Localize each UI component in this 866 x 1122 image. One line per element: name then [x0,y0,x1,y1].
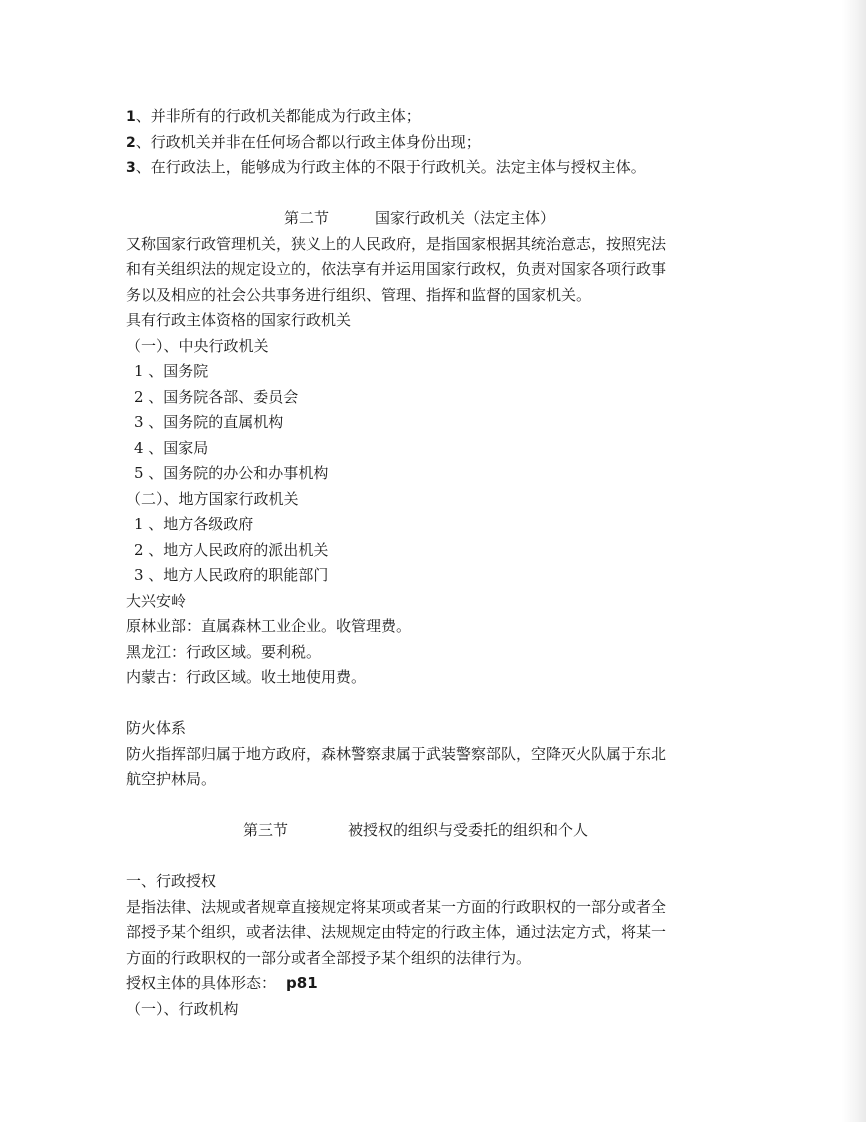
intro-point-3: 3、在行政法上，能够成为行政主体的不限于行政机关。法定主体与授权主体。 [126,158,646,176]
section3-heading [126,818,706,844]
central-heading: （一）、中央行政机关 [126,336,269,355]
section3-definition-line-3: 方面的行政职权的一部分或者全部授予某个组织的法律行为。 [126,948,532,967]
fire-line-1: 防火指挥部归属于地方政府，森林警察隶属于武装警察部队，空降灭火队属于东北 [126,744,667,763]
section2-title: 国家行政机关（法定主体） [375,209,556,227]
intro-point-2: 2、行政机关并非在任何场合都以行政主体身份出现； [126,132,481,151]
section3-definition-line-2: 部授予某个组织，或者法律、法规规定由特定的行政主体，通过法定方式，将某一 [126,923,667,941]
forms-label: 授权主体的具体形态： [126,974,277,992]
local-item-2: 2 、地方人民政府的派出机关 [134,540,329,559]
local-item-1: 1 、地方各级政府 [134,515,254,533]
example-title: 大兴安岭 [126,591,187,610]
section2-definition-line-3: 务以及相应的社会公共事务进行组织、管理、指挥和监督的国家机关。 [126,285,592,304]
section3-label: 第三节 [243,821,289,839]
fire-title: 防火体系 [126,719,187,737]
page-edge-shadow [842,0,866,1122]
section2-label: 第二节 [284,209,330,227]
section3-definition-line-1: 是指法律、法规或者规章直接规定将某项或者某一方面的行政职权的一部分或者全 [126,897,667,916]
central-item-2: 2 、国务院各部、委员会 [134,387,299,406]
forms-line [126,971,706,997]
forms-page-ref: p81 [286,974,318,992]
intro-point-1: 1、并非所有的行政机关都能成为行政主体； [126,107,421,125]
example-line-3: 内蒙古：行政区域。收土地使用费。 [126,668,367,686]
central-item-1: 1 、国务院 [134,362,209,380]
central-item-5: 5 、国务院的办公和办事机构 [134,464,329,482]
central-item-4: 4 、国家局 [134,438,209,457]
local-heading: （二）、地方国家行政机关 [126,489,299,508]
section2-heading [126,206,706,232]
document-page [126,104,706,1022]
central-item-3: 3 、国务院的直属机构 [134,413,284,431]
section3-title: 被授权的组织与受委托的组织和个人 [348,821,589,839]
first-form: （一）、行政机构 [126,999,239,1018]
fire-line-2: 航空护林局。 [126,770,217,788]
section3-sub-heading: 一、行政授权 [126,872,217,890]
example-line-1: 原林业部：直属森林工业企业。收管理费。 [126,617,412,635]
section2-definition-line-1: 又称国家行政管理机关，狭义上的人民政府，是指国家根据其统治意志，按照宪法 [126,234,667,253]
section2-definition-line-2: 和有关组织法的规定设立的，依法享有并运用国家行政权，负责对国家各项行政事 [126,260,667,278]
local-item-3: 3 、地方人民政府的职能部门 [134,566,329,584]
example-line-2: 黑龙江：行政区域。要利税。 [126,642,322,661]
qualification-heading: 具有行政主体资格的国家行政机关 [126,311,352,329]
